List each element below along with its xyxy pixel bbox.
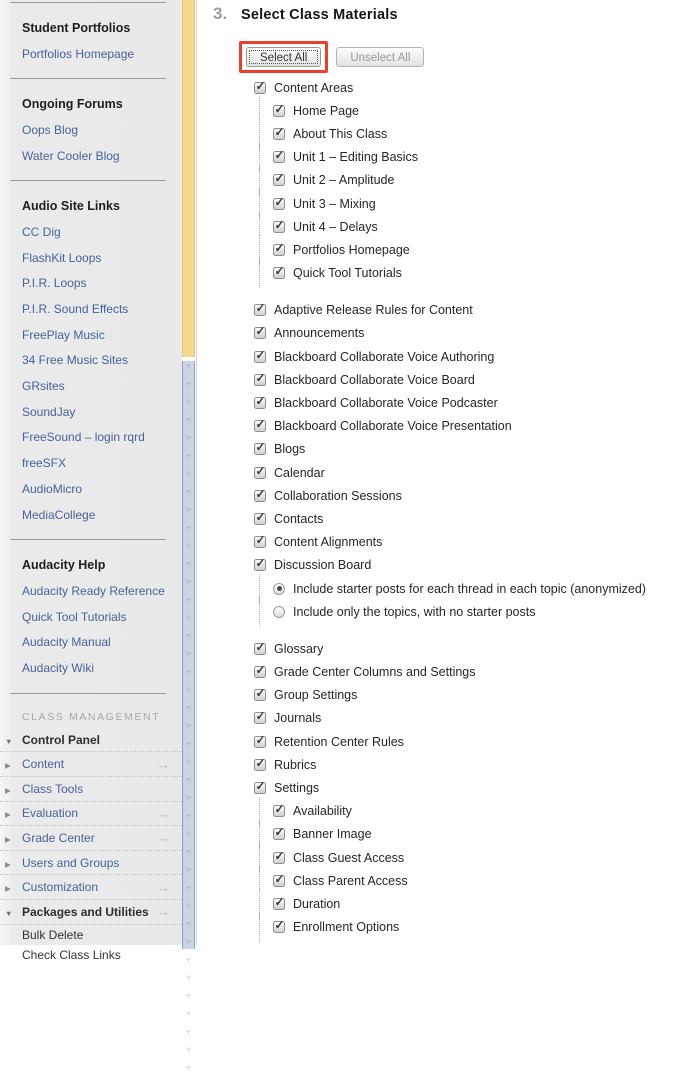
sidebar-link[interactable] [0,219,182,245]
checkbox-option-row [197,916,679,939]
control-panel-item[interactable] [0,875,182,900]
option-label: Blackboard Collaborate Voice Authoring [274,349,495,364]
checkbox[interactable] [254,782,266,794]
sidebar-link[interactable] [0,629,182,655]
materials-tree [197,76,679,939]
checkbox[interactable] [254,643,266,655]
menu-drag-strip[interactable] [182,361,195,949]
checkbox[interactable] [273,898,285,910]
contextual-arrow-icon: → [157,830,170,846]
checkbox-option-row [197,800,679,823]
checkbox[interactable] [254,759,266,771]
checkbox[interactable] [273,805,285,817]
sidebar-divider [10,539,166,540]
sidebar-link[interactable] [0,502,182,528]
checkbox[interactable] [254,374,266,386]
option-label: Contacts [274,511,324,526]
radio-button[interactable] [273,583,285,595]
sidebar-link[interactable] [0,348,182,374]
checkbox-option-row [197,438,679,461]
sidebar-list [0,2,182,965]
sidebar-link[interactable] [0,41,182,67]
course-menu-sidebar [0,0,182,962]
checkbox-option-row [197,461,679,484]
checkbox[interactable] [273,875,285,887]
option-label: Glossary [274,641,324,656]
sidebar-section-header [0,15,182,41]
item-label: Content [22,757,65,772]
option-label: Content Areas [274,80,354,95]
option-label: Include starter posts for each thread in each topic (anonymized) [293,581,646,596]
control-panel-section[interactable] [0,900,182,925]
triangle-right-icon[interactable] [5,881,11,893]
sidebar-link[interactable] [0,143,182,169]
checkbox[interactable] [254,82,266,94]
option-label: Include only the topics, with no starter posts [293,604,536,619]
sidebar-link[interactable] [0,296,182,322]
item-label: Bulk Delete [22,927,84,942]
triangle-right-icon[interactable] [5,758,11,770]
checkbox-option-row [197,823,679,846]
sidebar-link[interactable] [0,604,182,630]
option-label: Quick Tool Tutorials [293,266,402,281]
select-buttons-bar [239,41,424,73]
item-label: P.I.R. Sound Effects [22,302,129,317]
item-label: Check Class Links [22,947,121,962]
option-label: Journals [274,711,322,726]
item-label: Evaluation [22,806,79,821]
checkbox[interactable] [254,443,266,455]
item-label: CC Dig [22,224,61,239]
sidebar-link[interactable] [0,578,182,604]
checkbox[interactable] [273,151,285,163]
triangle-right-icon[interactable] [5,783,11,795]
checkbox[interactable] [254,513,266,525]
select-all-button[interactable]: Select All [246,47,321,67]
sidebar-link[interactable] [0,322,182,348]
scroll-indicator-bar[interactable] [182,0,195,357]
option-label: Blogs [274,442,306,457]
item-label: Audacity Help [22,558,106,573]
checkbox[interactable] [273,921,285,933]
control-panel-subitem[interactable] [0,945,182,965]
option-label: Grade Center Columns and Settings [274,665,476,680]
checkbox-option-row [197,299,679,322]
sidebar-link[interactable] [0,117,182,143]
checkbox-option-row [197,391,679,414]
sidebar-section-header [0,91,182,117]
control-panel-section[interactable] [0,728,182,753]
item-label: Portfolios Homepage [22,46,135,61]
item-label: AudioMicro [22,481,83,496]
checkbox[interactable] [254,327,266,339]
option-label: Announcements [274,326,365,341]
sidebar-link[interactable] [0,450,182,476]
item-label: Oops Blog [22,122,79,137]
option-label: Unit 3 – Mixing [293,196,376,211]
checkbox[interactable] [254,536,266,548]
item-label: Audacity Ready Reference [22,583,165,598]
checkbox[interactable] [254,736,266,748]
unselect-all-button[interactable]: Unselect All [336,47,424,67]
option-label: Unit 4 – Delays [293,219,378,234]
sidebar-divider [10,78,166,79]
checkbox[interactable] [273,198,285,210]
option-label: Collaboration Sessions [274,488,402,503]
option-label: Discussion Board [274,558,372,573]
checkbox-option-row [197,753,679,776]
sidebar-divider [10,693,166,694]
item-label: Audio Site Links [22,199,120,214]
checkbox-option-row [197,76,679,99]
checkbox-option-row [197,415,679,438]
checkbox-option-row [197,169,679,192]
contextual-arrow-icon: → [157,805,170,821]
item-label: FreeSound – login rqrd [22,430,145,445]
option-label: Blackboard Collaborate Voice Presentation [274,419,512,434]
item-label: FreePlay Music [22,327,105,342]
checkbox-option-row [197,637,679,660]
triangle-right-icon[interactable] [5,807,11,819]
option-label: Unit 1 – Editing Basics [293,150,419,165]
sidebar-divider [10,2,166,3]
item-label: Customization [22,880,99,895]
control-panel-item[interactable] [0,802,182,827]
item-label: MediaCollege [22,507,96,522]
checkbox[interactable] [273,852,285,864]
option-label: Duration [293,896,341,911]
triangle-right-icon[interactable] [5,832,11,844]
sidebar-link[interactable] [0,425,182,451]
control-panel-item[interactable] [0,777,182,802]
checkbox[interactable] [254,559,266,571]
item-label: Ongoing Forums [22,97,123,112]
contextual-arrow-icon: → [157,756,170,772]
sidebar-section-header [0,552,182,578]
menu-resize-handle[interactable] [182,0,195,945]
sidebar-divider [10,180,166,181]
page-title: Select Class Materials [241,7,398,23]
option-label: Group Settings [274,688,358,703]
control-panel-item[interactable] [0,851,182,876]
checkbox-option-row [197,869,679,892]
option-label: Calendar [274,465,325,480]
option-label: Portfolios Homepage [293,242,410,257]
sidebar-link[interactable] [0,245,182,271]
item-label: Student Portfolios [22,20,131,35]
checkbox-option-row [197,146,679,169]
option-label: Settings [274,781,320,796]
option-label: Class Guest Access [293,850,405,865]
checkbox-option-row [197,368,679,391]
contextual-arrow-icon: → [157,879,170,895]
item-label: Quick Tool Tutorials [22,609,127,624]
option-label: Rubrics [274,757,317,772]
checkbox-option-row [197,192,679,215]
checkbox[interactable] [254,351,266,363]
checkbox-option-row [197,730,679,753]
sidebar-link[interactable] [0,476,182,502]
checkbox-option-row [197,531,679,554]
checkbox-option-row [197,846,679,869]
option-label: Home Page [293,103,360,118]
checkbox[interactable] [273,128,285,140]
checkbox-option-row [197,345,679,368]
checkbox-option-row [197,661,679,684]
item-label: CLASS MANAGEMENT [22,710,161,723]
option-label: About This Class [293,126,388,141]
radio-option-row [197,600,679,623]
annotation-highlight-box [239,41,328,73]
checkbox[interactable] [254,666,266,678]
option-label: Blackboard Collaborate Voice Board [274,372,475,387]
checkbox-option-row [197,262,679,285]
checkbox-option-row [197,484,679,507]
checkbox-option-row [197,684,679,707]
checkbox-option-row [197,99,679,122]
checkbox[interactable] [254,689,266,701]
checkbox-option-row [197,892,679,915]
option-label: Content Alignments [274,535,383,550]
sidebar-link[interactable] [0,655,182,681]
checkbox[interactable] [254,397,266,409]
item-label: Class Tools [22,781,84,796]
control-panel-item[interactable] [0,826,182,851]
item-label: GRsites [22,379,65,394]
checkbox-option-row [197,122,679,145]
checkbox-option-row [197,707,679,730]
checkbox[interactable] [273,221,285,233]
checkbox[interactable] [273,174,285,186]
item-label: Grade Center [22,830,95,845]
triangle-right-icon[interactable] [5,857,11,869]
sidebar-section-header [0,193,182,219]
item-label: Users and Groups [22,855,120,870]
checkbox-option-row [197,215,679,238]
main-content-panel [196,0,679,945]
item-label: Control Panel [22,732,101,747]
control-panel-item[interactable] [0,752,182,777]
class-management-label [0,706,182,728]
item-label: P.I.R. Loops [22,276,87,291]
option-label: Banner Image [293,827,372,842]
radio-option-row [197,577,679,600]
checkbox-option-row [197,554,679,577]
triangle-down-icon[interactable] [5,906,12,918]
option-label: Class Parent Access [293,873,408,888]
checkbox[interactable] [273,828,285,840]
checkbox[interactable] [254,712,266,724]
checkbox[interactable] [254,490,266,502]
checkbox-option-row [197,322,679,345]
checkbox[interactable] [273,105,285,117]
sidebar-link[interactable] [0,373,182,399]
step-number: 3. [213,4,228,23]
item-label: FlashKit Loops [22,250,102,265]
option-label: Retention Center Rules [274,734,404,749]
option-label: Unit 2 – Amplitude [293,173,395,188]
checkbox[interactable] [273,267,285,279]
contextual-arrow-icon: → [157,904,170,920]
item-label: SoundJay [22,404,76,419]
item-label: Water Cooler Blog [22,148,120,163]
checkbox-option-row [197,507,679,530]
option-label: Availability [293,804,352,819]
sidebar-link[interactable] [0,399,182,425]
triangle-down-icon[interactable] [5,734,12,746]
checkbox[interactable] [254,467,266,479]
option-label: Enrollment Options [293,920,400,935]
checkbox[interactable] [254,420,266,432]
item-label: freeSFX [22,456,67,471]
item-label: Audacity Wiki [22,660,95,675]
option-label: Adaptive Release Rules for Content [274,303,473,318]
checkbox-option-row [197,238,679,261]
radio-button[interactable] [273,606,285,618]
checkbox[interactable] [273,244,285,256]
option-label: Blackboard Collaborate Voice Podcaster [274,396,498,411]
checkbox-option-row [197,776,679,799]
item-label: Audacity Manual [22,635,111,650]
sidebar-link[interactable] [0,271,182,297]
control-panel-subitem[interactable] [0,925,182,945]
item-label: Packages and Utilities [22,904,149,919]
item-label: 34 Free Music Sites [22,353,129,368]
checkbox[interactable] [254,304,266,316]
